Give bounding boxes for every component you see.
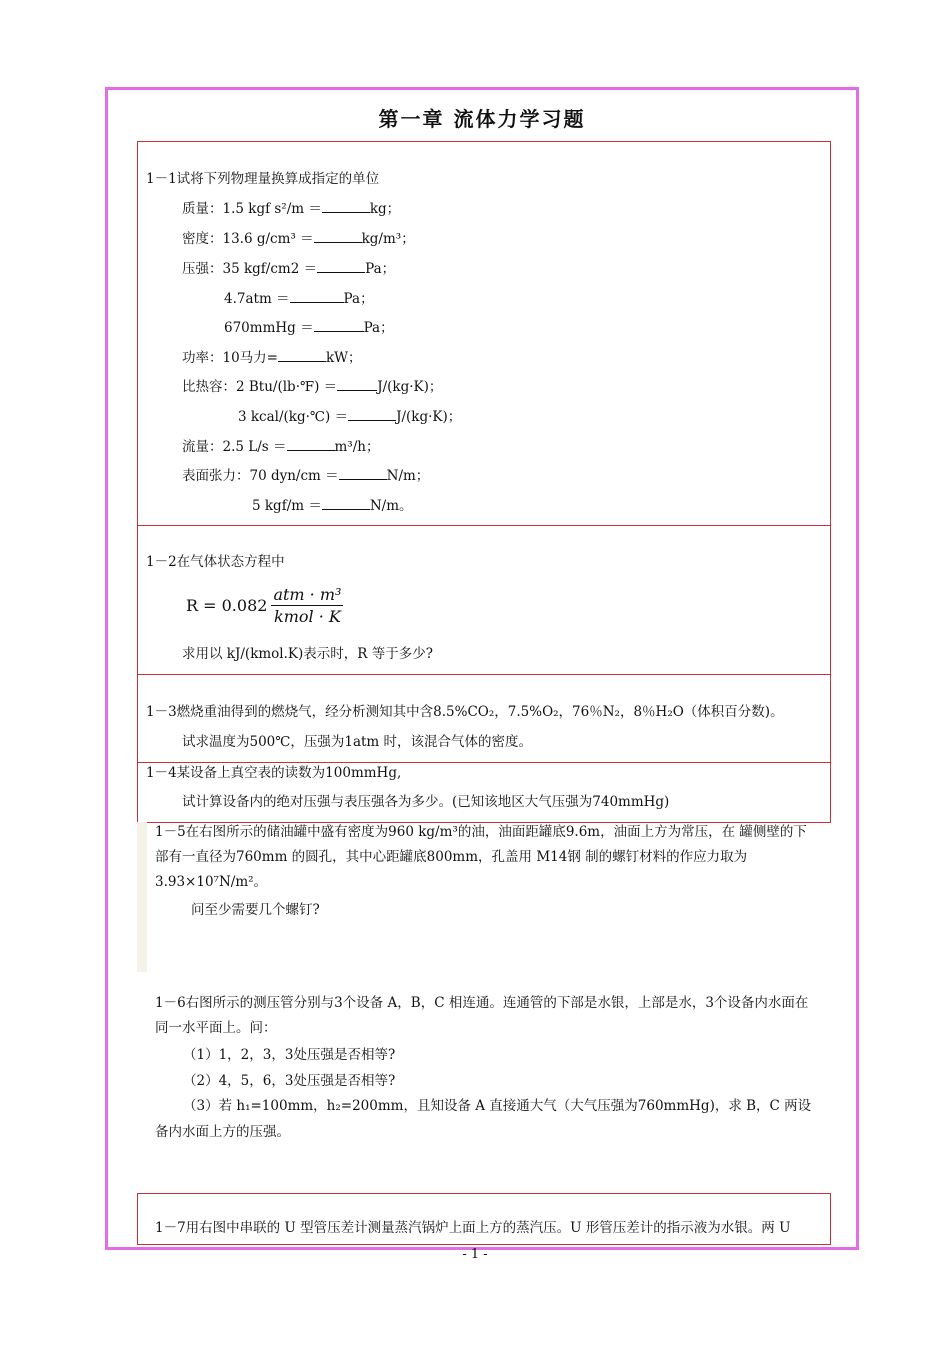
conversion-pressure: 压强：35 kgf/cm2 ＝ Pa； <box>182 261 396 277</box>
problem-1-4-text: 1－4某设备上真空表的读数为100mmHg, <box>146 765 402 781</box>
conversion-surface-tension-2: 5 kgf/m ＝ N/m。 <box>252 498 413 514</box>
conversion-heat-capacity-2: 3 kcal/(kg·℃) ＝ J/(kg·K)； <box>238 409 462 425</box>
conversion-heat-capacity-1: 比热容：2 Btu/(lb·℉) ＝ J/(kg·K)； <box>182 379 443 395</box>
margin-shade <box>137 822 147 972</box>
answer-blank[interactable] <box>314 229 362 243</box>
problem-1-3-text: 1－3燃烧重油得到的燃烧气，经分析测知其中含8.5%CO₂，7.5%O₂，76％N₂，8％H₂O（体积百分数)。 <box>146 704 784 720</box>
answer-blank[interactable] <box>287 437 335 451</box>
conversion-mass: 质量：1.5 kgf s²/m ＝ kg； <box>182 201 401 217</box>
problem-1-5-text: 1－5在右图所示的储油罐中盛有密度为960 kg/m³的油，油面距罐底9.6m，油面上方为常压，在 罐侧壁的下部有一直径为760mm 的圆孔，其中心距罐底800mm，孔盖用 M14钢 制的螺钉材料的作应力取为3.93×10⁷N/m²。 <box>155 824 807 890</box>
answer-blank[interactable] <box>322 199 370 213</box>
problem-1-6-text: 1－6右图所示的测压管分别与3个设备 A，B，C 相连通。连通管的下部是水银，上部是水，3个设备内水面在同一水平面上。问： <box>155 995 809 1036</box>
answer-blank[interactable] <box>290 289 344 303</box>
answer-blank[interactable] <box>278 348 326 362</box>
formula-numerator: atm · m³ <box>273 585 342 604</box>
chapter-title: 第一章 流体力学习题 <box>378 107 586 131</box>
problem-1-2-heading: 1－2在气体状态方程中 <box>146 554 285 570</box>
conversion-mmhg: 670mmHg ＝ Pa； <box>224 320 394 336</box>
answer-blank[interactable] <box>348 407 396 421</box>
conversion-surface-tension-1: 表面张力：70 dyn/cm ＝ N/m； <box>182 468 430 484</box>
problem-1-2-question: 求用以 kJ/(kmol.K)表示时，R 等于多少? <box>182 646 433 662</box>
conversion-atm: 4.7atm ＝ Pa； <box>224 291 374 307</box>
conversion-flow: 流量：2.5 L/s ＝ m³/h； <box>182 439 380 455</box>
problem-1-6-q3: （3）若 h₁=100mm，h₂=200mm，且知设备 A 直接通大气（大气压强为760mmHg)，求 B，C 两设备内水面上方的压强。 <box>155 1098 812 1140</box>
problem-1-1-heading: 1－1试将下列物理量换算成指定的单位 <box>146 171 380 187</box>
page-number: - 1 - <box>462 1247 488 1262</box>
problem-1-4-question: 试计算设备内的绝对压强与表压强各为多少。(已知该地区大气压强为740mmHg) <box>182 794 670 810</box>
gas-constant-formula: R = 0.082 $\frac{\text{atm · m³}}{\text{kmol · K}}$ <box>186 585 342 626</box>
answer-blank[interactable] <box>317 259 365 273</box>
answer-blank[interactable] <box>337 377 377 391</box>
answer-blank[interactable] <box>314 318 364 332</box>
conversion-density: 密度：13.6 g/cm³ ＝ kg/m³； <box>182 231 415 247</box>
problem-1-6-q1: （1）1，2，3，3处压强是否相等? <box>183 1047 396 1063</box>
conversion-power: 功率：10马力= kW； <box>182 350 362 366</box>
problem-1-5-question: 问至少需要几个螺钉? <box>191 902 320 918</box>
problem-1-7-text: 1－7用右图中串联的 U 型管压差计测量蒸汽锅炉上面上方的蒸汽压。U 形管压差计的指示液为水银。两 U <box>155 1220 791 1236</box>
answer-blank[interactable] <box>339 466 387 480</box>
answer-blank[interactable] <box>322 496 370 510</box>
formula-denominator: kmol · K <box>274 607 341 626</box>
problem-1-6-q2: （2）4，5，6，3处压强是否相等? <box>183 1073 396 1089</box>
problem-1-3-question: 试求温度为500℃，压强为1atm 时，该混合气体的密度。 <box>182 734 533 750</box>
